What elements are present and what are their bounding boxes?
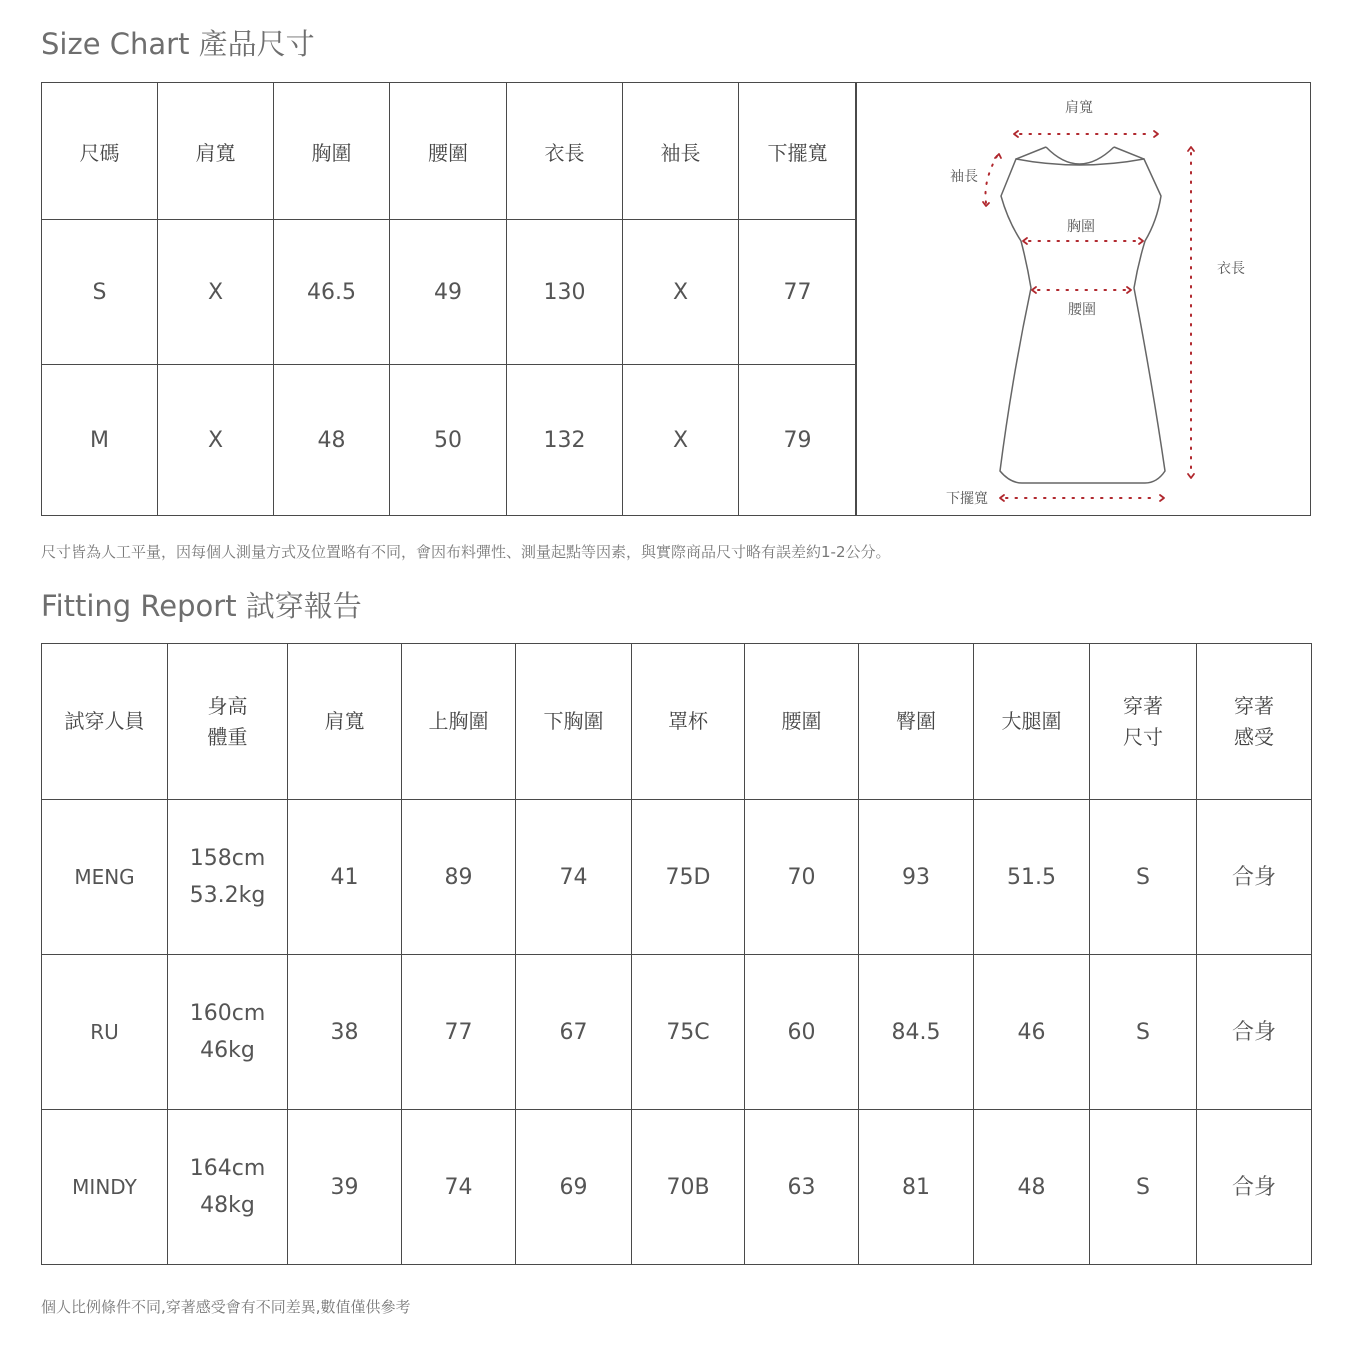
cell-hip: 84.5 [859, 955, 974, 1110]
header-hem: 下擺寬 [739, 83, 857, 220]
arrowhead-icon [1188, 147, 1194, 151]
dress-outline-icon [1000, 159, 1165, 483]
cell-upper-bust: 89 [402, 800, 516, 955]
cell-waist: 60 [745, 955, 859, 1110]
cell-height-weight [168, 800, 288, 955]
cell-chest: 48 [274, 365, 390, 516]
header-worn-size [1090, 644, 1197, 800]
cell-shoulder: X [158, 365, 274, 516]
size-chart-table [41, 82, 857, 516]
arrowhead-icon [1023, 238, 1027, 244]
cell-weight: 53.2kg [189, 883, 266, 908]
arrowhead-icon [995, 154, 1001, 158]
cell-fit-feel: 合身 [1197, 955, 1312, 1110]
diagram-label-waist: 腰圍 [1068, 302, 1096, 318]
sleeve-arrow-line [985, 156, 997, 203]
cell-worn-size: S [1090, 800, 1197, 955]
cell-fit-feel: 合身 [1197, 1110, 1312, 1265]
table-row [42, 1110, 1312, 1265]
table-row [42, 220, 857, 365]
size-chart-title: Size Chart 產品尺寸 [41, 27, 315, 61]
table-row [42, 955, 1312, 1110]
cell-cup: 75C [632, 955, 745, 1110]
header-sleeve: 袖長 [623, 83, 739, 220]
cell-tester-name: MENG [42, 800, 168, 955]
cell-under-bust: 69 [516, 1110, 632, 1265]
cell-waist: 49 [390, 220, 507, 365]
cell-waist: 70 [745, 800, 859, 955]
cell-upper-bust: 74 [402, 1110, 516, 1265]
diagram-label-length: 衣長 [1217, 261, 1245, 277]
cell-upper-bust: 77 [402, 955, 516, 1110]
cell-shoulder: 41 [288, 800, 402, 955]
header-weight: 體重 [207, 724, 248, 749]
cell-thigh: 46 [974, 955, 1090, 1110]
cell-cup: 75D [632, 800, 745, 955]
header-worn-size-line1: 穿著 [1123, 693, 1163, 718]
header-under-bust: 下胸圍 [516, 644, 632, 800]
cell-sleeve: X [623, 220, 739, 365]
cell-waist: 63 [745, 1110, 859, 1265]
cell-fit-feel: 合身 [1197, 800, 1312, 955]
cell-height: 164cm [189, 1156, 266, 1181]
fitting-report-title: Fitting Report 試穿報告 [41, 589, 362, 623]
size-chart-header-row [42, 83, 857, 220]
header-fit-feel [1197, 644, 1312, 800]
header-size: 尺碼 [42, 83, 158, 220]
cell-size: S [42, 220, 158, 365]
dress-neckline-icon [1046, 147, 1114, 164]
cell-length: 130 [507, 220, 623, 365]
fitting-header-row [42, 644, 1312, 800]
cell-hem: 79 [739, 365, 857, 516]
cell-shoulder: 39 [288, 1110, 402, 1265]
cell-height-weight [168, 1110, 288, 1265]
dress-shoulder-left-icon [1016, 147, 1046, 159]
cell-worn-size: S [1090, 1110, 1197, 1265]
header-cup: 罩杯 [632, 644, 745, 800]
header-thigh: 大腿圍 [974, 644, 1090, 800]
cell-height-weight [168, 955, 288, 1110]
arrowhead-icon [1127, 287, 1131, 293]
cell-thigh: 48 [974, 1110, 1090, 1265]
arrowhead-icon [1154, 131, 1158, 137]
arrowhead-icon [1000, 495, 1004, 501]
diagram-label-sleeve: 袖長 [950, 169, 978, 185]
dress-measurement-diagram [855, 82, 1311, 516]
cell-sleeve: X [623, 365, 739, 516]
cell-tester-name: MINDY [42, 1110, 168, 1265]
cell-size: M [42, 365, 158, 516]
cell-shoulder: 38 [288, 955, 402, 1110]
diagram-label-shoulder: 肩寬 [1065, 100, 1093, 116]
cell-shoulder: X [158, 220, 274, 365]
header-hip: 臀圍 [859, 644, 974, 800]
arrowhead-icon [1160, 495, 1164, 501]
diagram-label-chest: 胸圍 [1067, 219, 1095, 235]
cell-hem: 77 [739, 220, 857, 365]
fitting-report-table [41, 643, 1312, 1265]
header-height-weight [168, 644, 288, 800]
arrowhead-icon [1014, 131, 1018, 137]
cell-under-bust: 74 [516, 800, 632, 955]
header-chest: 胸圍 [274, 83, 390, 220]
fitting-report-note: 個人比例條件不同,穿著感受會有不同差異,數值僅供參考 [41, 1298, 411, 1316]
cell-weight: 46kg [200, 1038, 255, 1063]
header-upper-bust: 上胸圍 [402, 644, 516, 800]
cell-hip: 81 [859, 1110, 974, 1265]
header-fit-feel-line2: 感受 [1234, 724, 1274, 749]
header-fit-feel-line1: 穿著 [1234, 693, 1274, 718]
header-worn-size-line2: 尺寸 [1123, 724, 1163, 749]
header-length: 衣長 [507, 83, 623, 220]
table-row [42, 365, 857, 516]
header-waist: 腰圍 [390, 83, 507, 220]
cell-thigh: 51.5 [974, 800, 1090, 955]
cell-length: 132 [507, 365, 623, 516]
cell-tester-name: RU [42, 955, 168, 1110]
header-waist: 腰圍 [745, 644, 859, 800]
table-row [42, 800, 1312, 955]
arrowhead-icon [1139, 238, 1143, 244]
header-tester: 試穿人員 [42, 644, 168, 800]
header-shoulder: 肩寬 [158, 83, 274, 220]
size-chart-note: 尺寸皆為人工平量，因每個人測量方式及位置略有不同，會因布料彈性、測量起點等因素，與實際商品尺寸略有誤差約1-2公分。 [41, 543, 891, 561]
dress-shoulder-right-icon [1114, 147, 1144, 159]
header-height: 身高 [207, 693, 248, 718]
cell-under-bust: 67 [516, 955, 632, 1110]
cell-weight: 48kg [200, 1193, 255, 1218]
arrowhead-icon [1032, 287, 1036, 293]
cell-height: 158cm [189, 846, 266, 871]
cell-height: 160cm [189, 1001, 266, 1026]
arrowhead-icon [1188, 474, 1194, 478]
diagram-label-hem: 下擺寬 [946, 491, 988, 507]
cell-worn-size: S [1090, 955, 1197, 1110]
cell-hip: 93 [859, 800, 974, 955]
header-shoulder: 肩寬 [288, 644, 402, 800]
cell-cup: 70B [632, 1110, 745, 1265]
cell-chest: 46.5 [274, 220, 390, 365]
cell-waist: 50 [390, 365, 507, 516]
